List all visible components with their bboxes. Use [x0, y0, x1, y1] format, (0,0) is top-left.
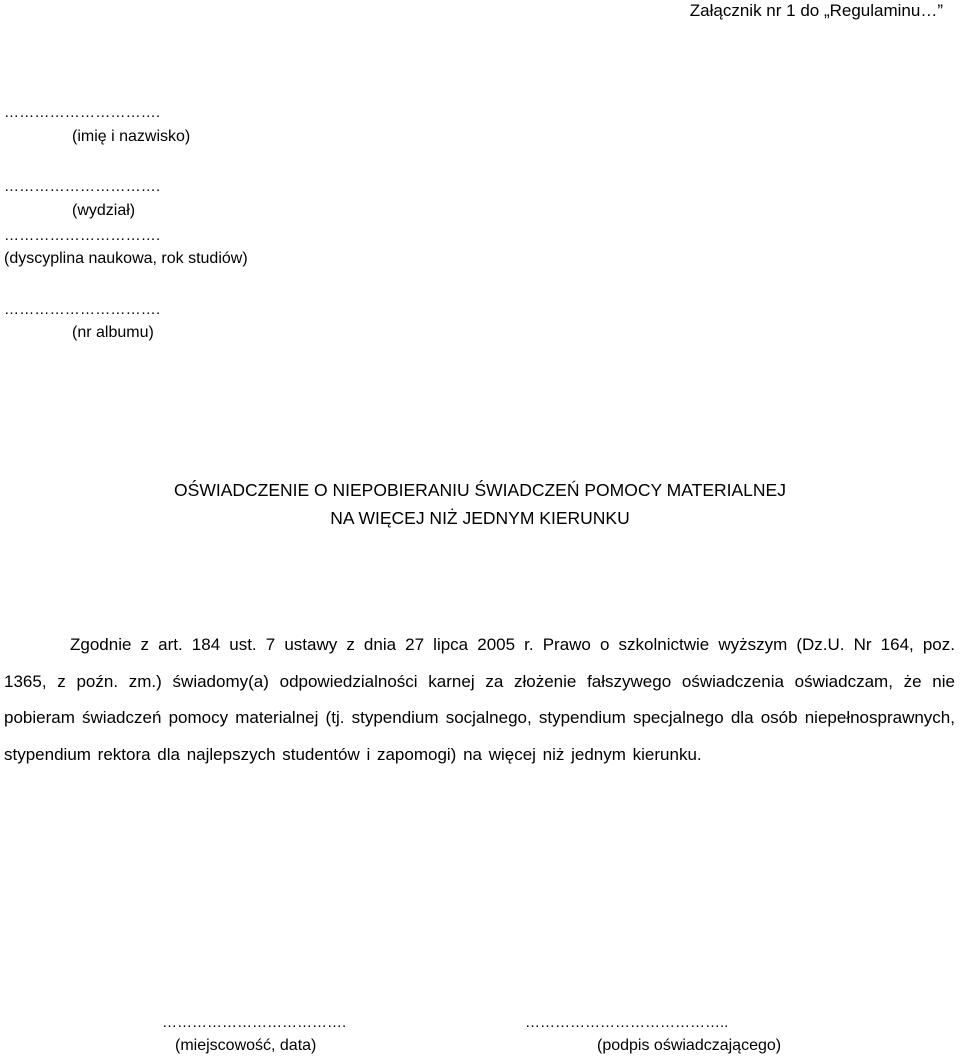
place-date-caption: (miejscowość, data) [175, 1037, 317, 1054]
album-dots: …………………………. [4, 301, 161, 318]
signature-caption: (podpis oświadczającego) [597, 1037, 782, 1054]
discipline-caption: (dyscyplina naukowa, rok studiów) [4, 250, 248, 267]
signature-dots: ………………………………….. [525, 1014, 729, 1031]
declaration-body: Zgodnie z art. 184 ust. 7 ustawy z dnia 27 lipca 2005 r. Prawo o szkolnictwie wyższym (Dz.U. Nr 164, poz. 1365, z poźn. zm.) świadomy(a) odpowiedzialności karnej za złożenie fałszywego oświadczenia oświadczam, że nie pobieram świadczeń pomocy materialnej (tj. stypendium socjalnego, stypendium specjalnego dla osób niepełnosprawnych, stypendium rektora dla najlepszych studentów i zapomogi) na więcej niż jednym kierunku. [4, 635, 955, 764]
faculty-dots: …………………………. [4, 178, 161, 195]
name-dots: …………………………. [4, 104, 161, 121]
discipline-dots: …………………………. [4, 227, 161, 244]
name-caption: (imię i nazwisko) [72, 128, 191, 145]
place-date-dots: ………………………………. [162, 1014, 347, 1031]
album-caption: (nr albumu) [72, 324, 154, 341]
declaration-title-line1: OŚWIADCZENIE O NIEPOBIERANIU ŚWIADCZEŃ POMOCY MATERIALNEJ [174, 480, 786, 500]
annex-note: Załącznik nr 1 do „Regulaminu…” [689, 1, 943, 20]
faculty-caption: (wydział) [72, 202, 136, 219]
declaration-title-line2: NA WIĘCEJ NIŻ JEDNYM KIERUNKU [330, 508, 630, 528]
